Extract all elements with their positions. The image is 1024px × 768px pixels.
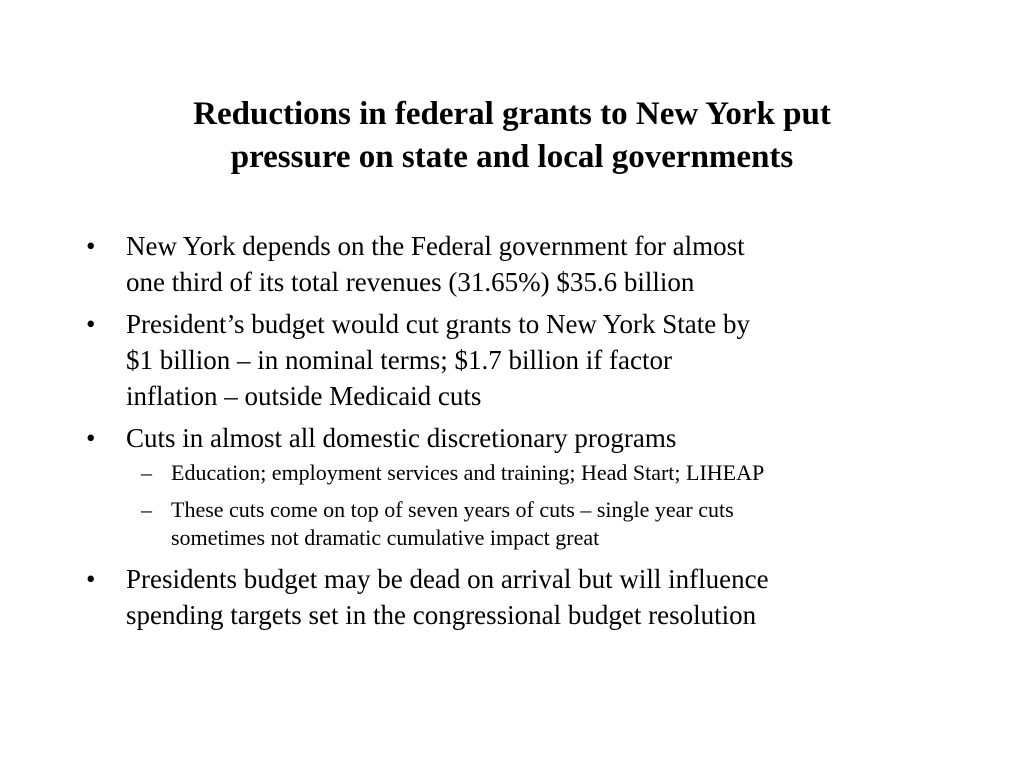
bullet-item (86, 228, 966, 300)
sub-bullet-item (126, 459, 966, 487)
bullet-dot-icon: • (86, 423, 96, 453)
bullet-item (86, 420, 966, 552)
bullet-text (126, 306, 966, 414)
bullet-text (126, 561, 966, 633)
bullet-line: Presidents budget may be dead on arrival but will influence (126, 564, 769, 594)
sub-bullet-text (171, 459, 966, 487)
bullet-line: spending targets set in the congressional budget resolution (126, 600, 757, 630)
bullet-dot-icon: • (86, 231, 96, 261)
bullet-text (126, 420, 966, 456)
bullet-line: New York depends on the Federal government for almost (126, 231, 745, 261)
bullet-line: one third of its total revenues (31.65%) $35.6 billion (126, 267, 695, 297)
sub-bullet-line: These cuts come on top of seven years of cuts – single year cuts (171, 497, 734, 522)
sub-bullet-line: Education; employment services and training; Head Start; LIHEAP (171, 460, 765, 485)
slide-title-line: pressure on state and local governments (230, 139, 794, 175)
bullet-item (86, 561, 966, 633)
bullet-line: $1 billion – in nominal terms; $1.7 billion if factor (126, 345, 672, 375)
dash-icon: – (141, 460, 152, 485)
bullet-line: President’s budget would cut grants to New York State by (126, 309, 750, 339)
bullet-dot-icon: • (86, 564, 96, 594)
sub-bullet-item (126, 496, 966, 552)
bullet-text (126, 228, 966, 300)
bullet-line: Cuts in almost all domestic discretionary programs (126, 423, 677, 453)
dash-icon: – (141, 497, 152, 522)
sub-bullet-list (126, 459, 966, 552)
bullet-dot-icon: • (86, 309, 96, 339)
slide-title (60, 93, 964, 179)
bullet-line: inflation – outside Medicaid cuts (126, 381, 482, 411)
slide-title-line: Reductions in federal grants to New York put (193, 96, 831, 132)
bullet-list (86, 228, 966, 639)
bullet-item (86, 306, 966, 414)
sub-bullet-text (171, 496, 966, 552)
sub-bullet-line: sometimes not dramatic cumulative impact great (171, 525, 600, 550)
